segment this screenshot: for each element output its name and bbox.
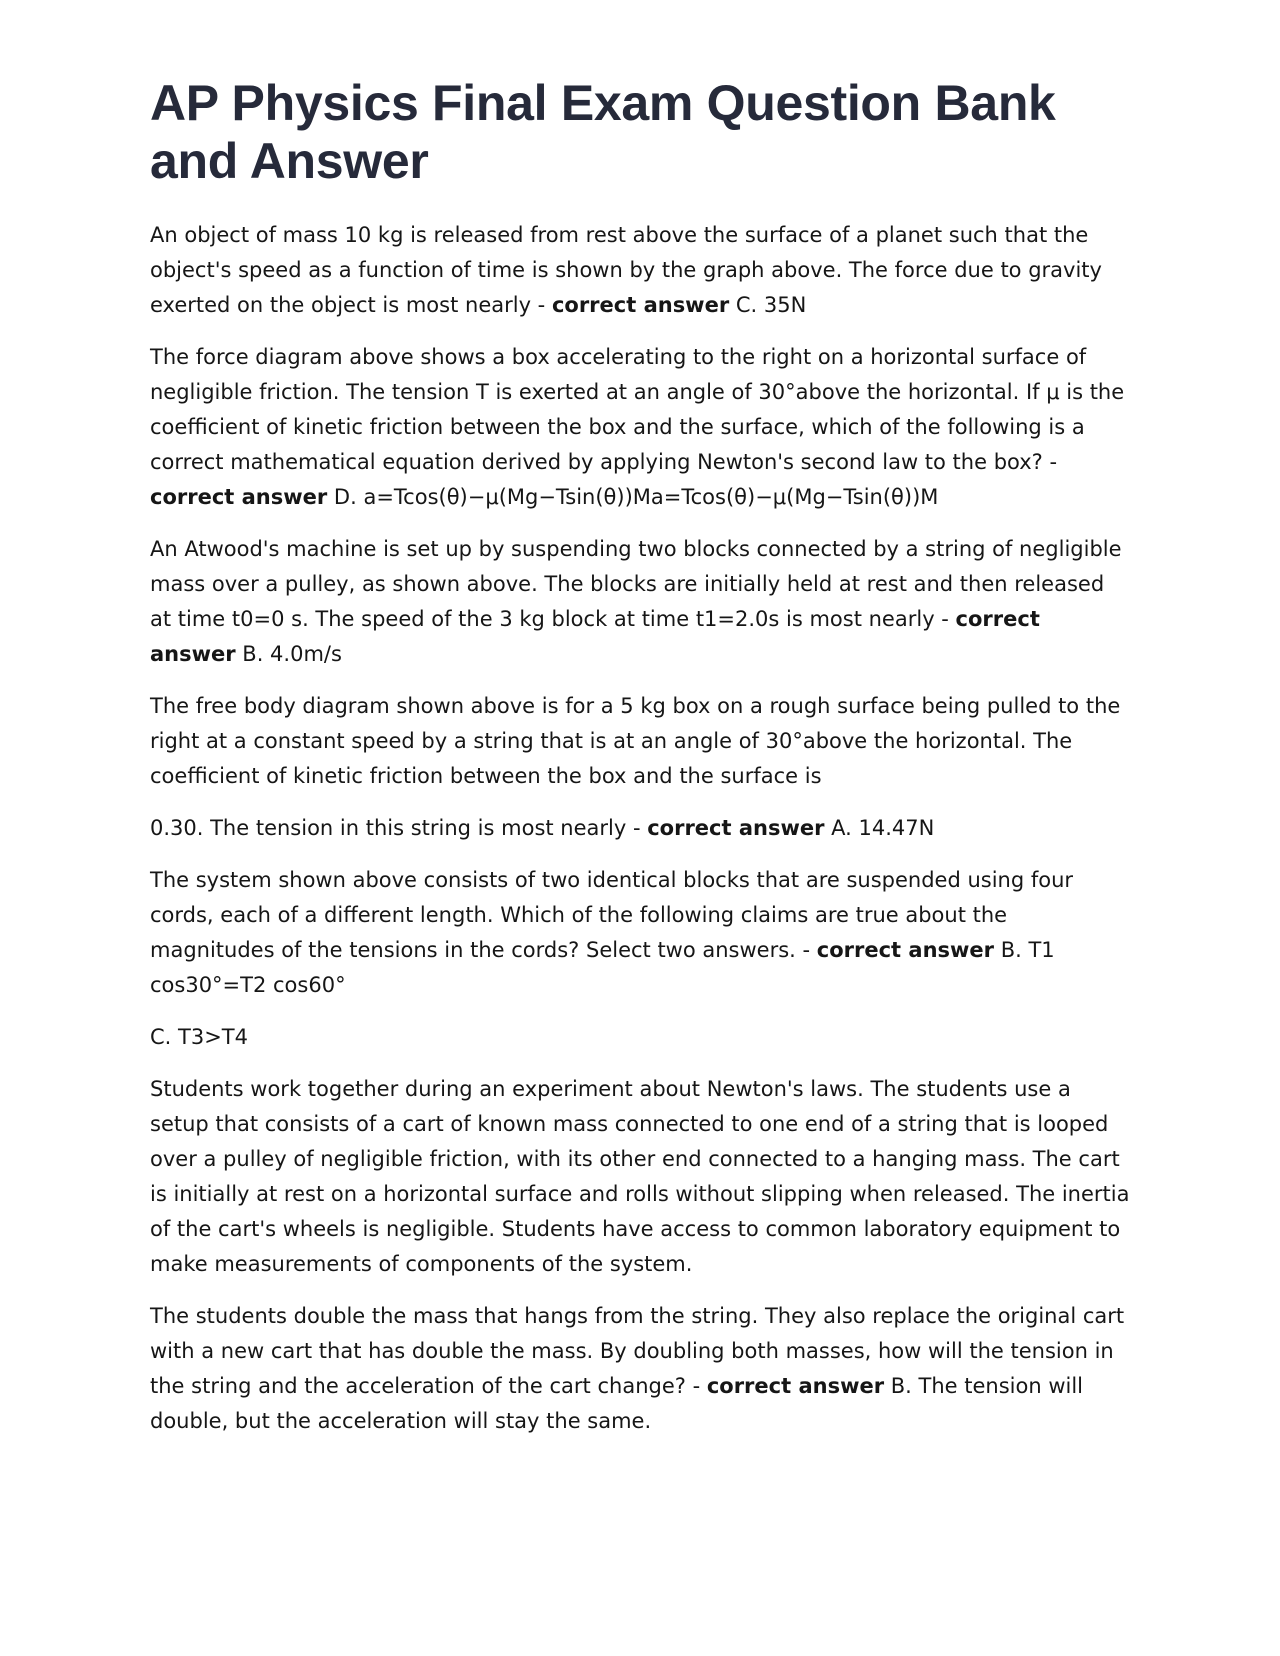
question-text: An object of mass 10 kg is released from rest above the surface of a planet such that the object's speed as a function of time is shown by the graph above. The force due to gravity exerted on the object is most nearly - bbox=[150, 223, 1102, 317]
answer-text: C. 35N bbox=[729, 293, 807, 317]
question-text: The system shown above consists of two identical blocks that are suspended using four cords, each of a different length. Which of the following claims are true about the magnitudes of the tensions in the cords? Select two answers. - bbox=[150, 868, 1074, 962]
question-text: The force diagram above shows a box accelerating to the right on a horizontal surface of negligible friction. The tension T is exerted at an angle of 30°above the horizontal. If μ is the coefficient of kinetic friction between the box and the surface, which of the following is a correct mathematical equation derived by applying Newton's second law to the box? - bbox=[150, 345, 1125, 474]
question-text: 0.30. The tension in this string is most nearly - bbox=[150, 816, 648, 840]
answer-text: C. T3>T4 bbox=[150, 1025, 248, 1049]
question-text: An Atwood's machine is set up by suspending two blocks connected by a string of negligible mass over a pulley, as shown above. The blocks are initially held at rest and then released at time t0=0 s. The speed of the 3 kg block at time t1=2.0s is most nearly - bbox=[150, 537, 1122, 631]
question-2 bbox=[150, 340, 1130, 515]
question-1 bbox=[150, 218, 1130, 323]
question-4-continued bbox=[150, 811, 1130, 846]
answer-text: B. The tension will double, but the acceleration will stay the same. bbox=[150, 1374, 1083, 1433]
answer-label: correct answer bbox=[551, 293, 730, 317]
question-5-second-answer bbox=[150, 1020, 1130, 1055]
answer-label: correct answer bbox=[647, 816, 825, 840]
question-text: Students work together during an experiment about Newton's laws. The students use a setup that consists of a cart of known mass connected to one end of a string that is looped over a pulley of negligible friction, with its other end connected to a hanging mass. The cart is initially at rest on a horizontal surface and rolls without slipping when released. The inertia of the cart's wheels is negligible. Students have access to common laboratory equipment to make measurements of components of the system. bbox=[150, 1077, 1130, 1276]
question-6-context bbox=[150, 1072, 1130, 1282]
answer-label: correct answer bbox=[150, 485, 328, 509]
answer-label: correct answer bbox=[706, 1374, 885, 1398]
question-4 bbox=[150, 689, 1130, 794]
question-5 bbox=[150, 863, 1130, 1003]
answer-label: correct answer bbox=[816, 938, 995, 962]
question-text: The free body diagram shown above is for a 5 kg box on a rough surface being pulled to the right at a constant speed by a string that is at an angle of 30°above the horizontal. The coefficient of kinetic friction between the box and the surface is bbox=[150, 694, 1121, 788]
page-title: AP Physics Final Exam Question Bank and Answer bbox=[150, 75, 1056, 189]
question-text: The students double the mass that hangs from the string. They also replace the original cart with a new cart that has double the mass. By doubling both masses, how will the tension in the string and the acceleration of the cart change? - bbox=[150, 1304, 1125, 1398]
answer-text: D. a=Tcos(θ)−μ(Mg−Tsin(θ))Ma=Tcos(θ)−μ(Mg−Tsin(θ))M bbox=[327, 485, 939, 509]
question-6 bbox=[150, 1299, 1130, 1439]
answer-text: A. 14.47N bbox=[824, 816, 935, 840]
answer-label: correct answer bbox=[150, 607, 1040, 666]
document-page bbox=[150, 74, 1130, 1456]
question-3 bbox=[150, 532, 1130, 672]
answer-text: B. 4.0m/s bbox=[235, 642, 342, 666]
answer-text: B. T1 cos30°=T2 cos60° bbox=[150, 938, 1055, 997]
